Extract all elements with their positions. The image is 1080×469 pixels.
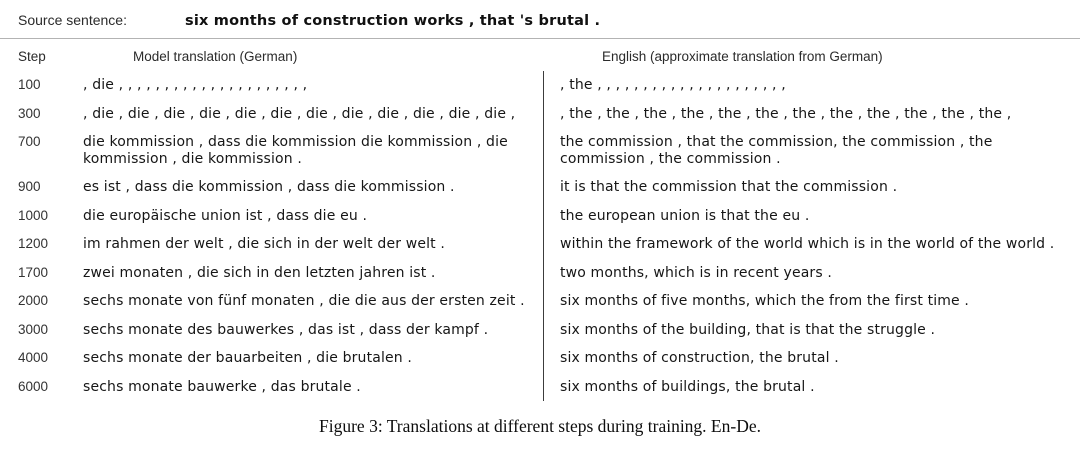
table-row xyxy=(0,316,1080,345)
english-translation: it is that the commission that the commission . xyxy=(543,173,1063,202)
step-value: 4000 xyxy=(18,350,49,365)
step-value: 6000 xyxy=(18,378,49,394)
step-value: 3000 xyxy=(18,321,49,337)
english-translation: two months, which is in recent years . xyxy=(543,259,1063,288)
figure-caption: Figure 3: Translations at different steps during training. En-De. xyxy=(319,416,761,436)
english-translation: the commission , that the commission, the commission , the commission , the commission . xyxy=(543,128,1063,173)
step-value: 300 xyxy=(18,105,41,121)
english-translation: , the , the , the , the , the , the , the , the , the , the , the , the , xyxy=(543,100,1063,129)
german-translation: sechs monate von fünf monaten , die die aus der ersten zeit . xyxy=(83,293,525,309)
step-value: 2000 xyxy=(18,293,49,308)
table-row xyxy=(0,71,1080,100)
table-row xyxy=(0,173,1080,202)
english-translation: six months of five months, which the from the first time . xyxy=(543,287,1063,316)
column-header-step: Step xyxy=(18,49,46,64)
table-row xyxy=(0,202,1080,231)
table-row xyxy=(0,344,1080,373)
english-translation: within the framework of the world which is in the world of the world . xyxy=(543,230,1063,259)
step-value: 1200 xyxy=(18,236,49,251)
source-sentence-row xyxy=(0,0,1080,29)
column-header-english: English (approximate translation from German) xyxy=(602,49,883,64)
table-row xyxy=(0,287,1080,316)
german-translation: sechs monate des bauwerkes , das ist , dass der kampf . xyxy=(83,321,489,338)
german-translation: im rahmen der welt , die sich in der welt der welt . xyxy=(83,236,445,252)
table-row xyxy=(0,230,1080,259)
english-translation: the european union is that the eu . xyxy=(543,202,1063,231)
english-translation: six months of buildings, the brutal . xyxy=(543,373,1063,402)
column-header-german: Model translation (German) xyxy=(133,49,298,64)
step-value: 1700 xyxy=(18,264,49,280)
german-translation: sechs monate bauwerke , das brutale . xyxy=(83,378,361,395)
table-row xyxy=(0,373,1080,402)
source-sentence-label: Source sentence: xyxy=(18,12,127,28)
german-translation: sechs monate der bauarbeiten , die brutalen . xyxy=(83,350,412,366)
source-sentence-text: six months of construction works , that 's brutal . xyxy=(185,13,601,29)
english-translation: six months of the building, that is that the struggle . xyxy=(543,316,1063,345)
step-value: 100 xyxy=(18,77,41,92)
table-body xyxy=(0,71,1080,401)
german-translation: , die , , , , , , , , , , , , , , , , , , , , , xyxy=(83,77,308,93)
step-value: 700 xyxy=(18,134,41,149)
table-header-row xyxy=(0,39,1080,71)
german-translation: die kommission , dass die kommission die kommission , die kommission , die kommission . xyxy=(83,134,508,167)
english-translation: , the , , , , , , , , , , , , , , , , , , , , , xyxy=(543,71,1063,100)
table-row xyxy=(0,259,1080,288)
english-translation: six months of construction, the brutal . xyxy=(543,344,1063,373)
german-translation: , die , die , die , die , die , die , die , die , die , die , die , die , xyxy=(83,105,516,122)
german-translation: es ist , dass die kommission , dass die kommission . xyxy=(83,179,455,195)
german-translation: zwei monaten , die sich in den letzten jahren ist . xyxy=(83,264,436,281)
table-row xyxy=(0,100,1080,129)
step-value: 1000 xyxy=(18,207,49,223)
german-translation: die europäische union ist , dass die eu . xyxy=(83,207,368,224)
step-value: 900 xyxy=(18,179,41,194)
table-row xyxy=(0,128,1080,173)
